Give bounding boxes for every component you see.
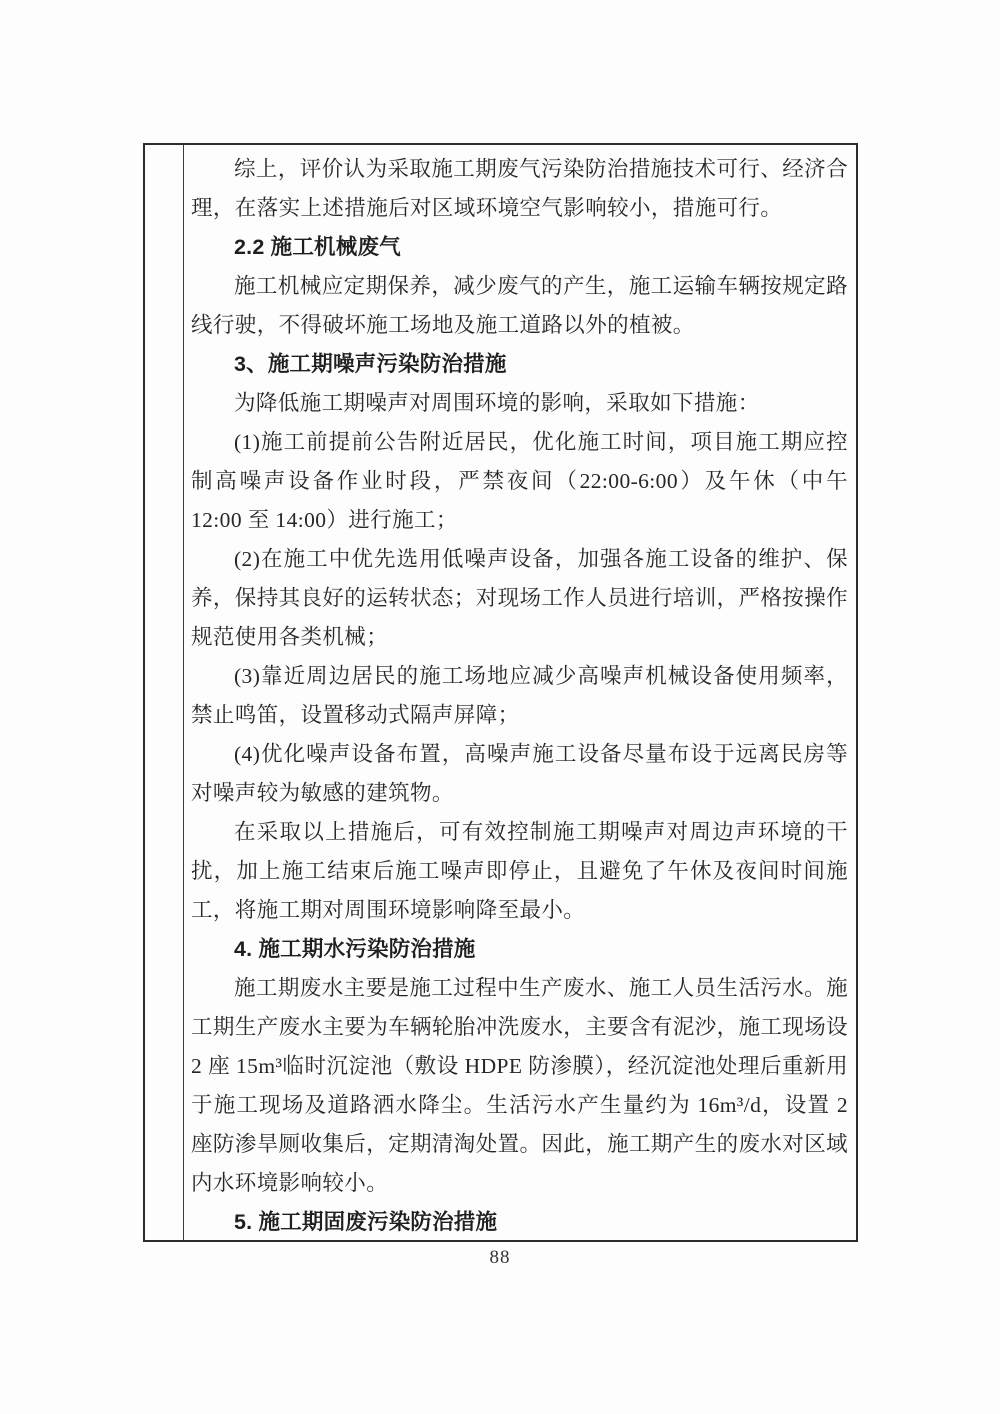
paragraph: 施工期废水主要是施工过程中生产废水、施工人员生活污水。施工期生产废水主要为车辆轮胎冲洗废水，主要含有泥沙，施工现场设 2 座 15m³临时沉淀池（敷设 HDPE 防渗膜），经沉淀池处理后重新用于施工现场及道路洒水降尘。生活污水产生量约为 16m³/d，设置 2 座防渗旱厕收集后，定期清淘处置。因此，施工期产生的废水对区域内水环境影响较小。 bbox=[191, 976, 849, 1195]
paragraph: (2)在施工中优先选用低噪声设备，加强各施工设备的维护、保养，保持其良好的运转状态；对现场工作人员进行培训，严格按操作规范使用各类机械； bbox=[191, 547, 849, 649]
document-table bbox=[143, 143, 858, 1242]
section-heading: 3、施工期噪声污染防治措施 bbox=[234, 352, 507, 376]
paragraph: (1)施工前提前公告附近居民，优化施工时间，项目施工期应控制高噪声设备作业时段，严禁夜间（22:00-6:00）及午休（中午 12:00 至 14:00）进行施工； bbox=[191, 430, 848, 532]
paragraph: 施工机械应定期保养，减少废气的产生，施工运输车辆按规定路线行驶，不得破坏施工场地及施工道路以外的植被。 bbox=[191, 274, 848, 337]
paragraph: (3)靠近周边居民的施工场地应减少高噪声机械设备使用频率，禁止鸣笛，设置移动式隔声屏障； bbox=[191, 664, 848, 727]
section-heading: 5. 施工期固废污染防治措施 bbox=[234, 1210, 498, 1234]
section-heading: 2.2 施工机械废气 bbox=[234, 235, 401, 259]
page-number: 88 bbox=[489, 1247, 511, 1268]
paragraph: 为降低施工期噪声对周围环境的影响，采取如下措施： bbox=[234, 391, 760, 415]
paragraph: 在采取以上措施后，可有效控制施工期噪声对周边声环境的干扰，加上施工结束后施工噪声即停止，且避免了午休及夜间时间施工，将施工期对周围环境影响降至最小。 bbox=[191, 820, 848, 922]
section-heading: 4. 施工期水污染防治措施 bbox=[234, 937, 476, 961]
paragraph: 综上，评价认为采取施工期废气污染防治措施技术可行、经济合理，在落实上述措施后对区域环境空气影响较小，措施可行。 bbox=[191, 157, 848, 220]
table-left-empty-column bbox=[145, 145, 184, 1240]
paragraph: (4)优化噪声设备布置，高噪声施工设备尽量布设于远离民房等对噪声较为敏感的建筑物。 bbox=[191, 742, 848, 805]
table-content-cell bbox=[184, 145, 856, 1240]
